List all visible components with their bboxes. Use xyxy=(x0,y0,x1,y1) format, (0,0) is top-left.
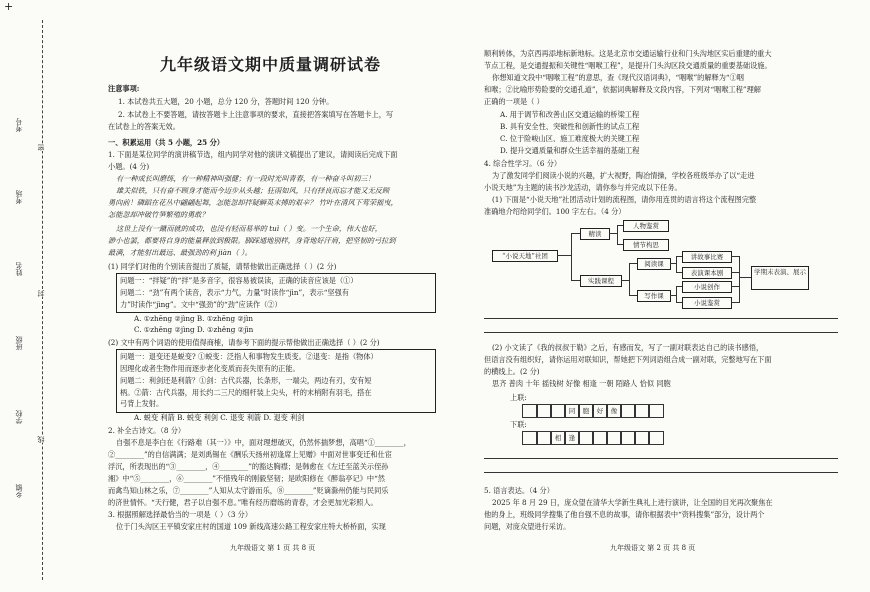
notice-heading: 注意事项: xyxy=(108,84,140,93)
footer-right: 九年级语文 第 2 页 共 8 页 xyxy=(610,544,696,552)
q5-line-b: 他的身上，班级同学搜集了他自强不息的故事，请你根据表中“资料搜集”部分，设计两个 xyxy=(484,510,765,519)
q2-line-f: 的济世情怀。“天行健，君子以自强不息。”唯有经历磨练的青春，才会更加光彩照人。 xyxy=(108,498,378,507)
q4-line-a: 为了激发同学们阅读小说的兴趣，扩大视野，陶冶情操，学校各班级举办了以“走进 xyxy=(492,171,755,180)
q4-heading: 4. 综合性学习。（6 分） xyxy=(484,159,562,168)
option-a: A. 用于调节和改善山区交通运输的桥梁工程 xyxy=(500,110,640,119)
answer-line-4 xyxy=(484,472,838,473)
flow-node-shijian: 实践课程 xyxy=(580,275,622,287)
q2-heading: 2. 补全古诗文。（8 分） xyxy=(108,426,186,435)
label-banji: 班级 xyxy=(15,336,23,350)
q2-line-c: 浮沉，所表现出的“③________，④________”的豁达胸襟；是韩愈在《左迁至蓝关示侄孙 xyxy=(108,462,389,471)
flow-node-jingdu: 精读 xyxy=(580,228,610,240)
upper-cell[interactable]: 像 xyxy=(606,404,622,418)
box1-line2: 问题二：“劲”有两个读音，表示“力气，力量”时读作“jìn”，表示“坚强有 xyxy=(120,288,349,297)
lower-cell[interactable]: 相 xyxy=(550,431,566,445)
notice-item-2b: 在试卷上的答案无效。 xyxy=(108,122,180,131)
flow-node-qingjie: 情节构思 xyxy=(623,239,669,251)
q2-line-a: 自强不息是李白在《行路难（其一）》中，面对理想破灭，仍然怀揣梦想，高唱“①________， xyxy=(116,438,411,447)
speech-p3c: 最满，才能射出最远、最强劲的利 jiàn（ ）。 xyxy=(108,248,252,257)
box2-line4: 柄。②箭：古代兵器，用长约二三尺的细杆装上尖头，杆的末梢附有羽毛，搭在 xyxy=(120,388,372,397)
q2-line-e: 而禽鸟知山林之乐，⑦________”人知从太守游而乐，⑧________”贬谪滁州仍能与民同乐 xyxy=(108,486,389,495)
q4-line-b: 小说天地”为主题的读书沙龙活动，请你参与并完成以下任务。 xyxy=(484,183,682,192)
q5-line-c: 问题，对庞众望进行采访。 xyxy=(484,522,571,531)
right-r2: 节点工程，是交通提振和关键性“咽喉工程”，是提升门头沟区段交通质量的重要基础设施。 xyxy=(484,61,772,70)
label-xingming: 姓名 xyxy=(15,262,23,276)
label-xuexiao: 学校 xyxy=(15,410,23,424)
subq1: (1) 同学们对他的个别读音提出了质疑，请帮他做出正确选择（ ）(2 分) xyxy=(108,262,337,271)
q1-line-a: 1. 下面是某位同学的演讲稿节选，组内同学对他的演讲文稿提出了建议，请阅读后完成下面 xyxy=(108,150,398,159)
q2-line-d: 湘》中“⑤________，⑥________”不惜残年的刚毅坚韧；是欧阳修在《醉翁亭记》中“然 xyxy=(108,474,385,483)
flow-node-jianshang: 小说鉴赏 xyxy=(682,297,732,309)
seal-line xyxy=(42,20,43,580)
box2-line5: 弓背上发射。 xyxy=(120,399,164,408)
answer-line-1 xyxy=(484,318,838,319)
speech-p2b: 勇向前！磷蹈在花丛中翩翩起舞，怎能忽却拌疑瞬英末搏的艰辛？ 竹叶在清风下莺荣摇曳， xyxy=(108,198,398,207)
q2-line-b: ②________”的自信满满；是刘禹锡在《酬乐天扬州初逢席上见赠》中面对世事变迁和仕宦 xyxy=(108,450,392,459)
label-kaochang: 考场 xyxy=(15,190,23,204)
upper-couplet-label: 上联: xyxy=(510,393,527,402)
flow-node-end: 学期末表演、展示 xyxy=(751,266,809,290)
flow-node-renwu: 人物鉴赏 xyxy=(623,220,669,232)
notice-item-2a: 2. 本试卷上不要答题，请按答题卡上注意事项的要求，直接把答案填写在答题卡上，写 xyxy=(118,110,394,119)
lower-couplet-label: 下联: xyxy=(510,420,527,429)
subq2-options: A. 蜕变 利箭 B. 蜕变 利剑 C. 退变 利箭 D. 退变 利剑 xyxy=(134,413,305,422)
crosshair-icon: + xyxy=(4,0,14,13)
box2-line1: 问题一：退变还是蜕变? ①蜕变：泛指人和事物发生质变。②退变：是指（物体） xyxy=(120,352,378,361)
q4-line-d: 准确地介绍给同学们。100 字左右。（4 分） xyxy=(484,207,626,216)
option-c: C. 位于险峻山区、施工难度极大的关键工程 xyxy=(500,134,640,143)
q4-sub2-line-c: 的横线上。(2 分) xyxy=(484,367,540,376)
option-b: B. 具有安全性、突破性和创新性的试点工程 xyxy=(500,122,640,131)
footer-left: 九年级语文 第 1 页 共 8 页 xyxy=(230,544,316,552)
speech-p2c: 怎能忽却冲破竹笋繁殖的勇敢？ xyxy=(108,210,209,219)
upper-cell[interactable]: 同 xyxy=(564,404,580,418)
box2-line2: 因理化或者生物作用而逐步老化变质而丧失原有的正能。 xyxy=(120,364,300,373)
label-xiangzhen: 乡镇 xyxy=(15,484,23,498)
right-r1: 顺利转体，为京西再添地标新地标。这是北京市交通运输行业和门头沟地区实后重建的重大 xyxy=(484,49,772,58)
speech-p3b: 渺小也罢，都要将自身的能量释放到极限。脚踩通地别样，身背地好汗肩，把坚韧的弓拉到 xyxy=(108,236,396,245)
upper-cell[interactable] xyxy=(648,404,664,418)
seal-char-xian: 线 xyxy=(37,436,45,443)
flow-node-jiangshu: 讲故事比赛 xyxy=(682,251,732,263)
flowchart xyxy=(484,220,844,310)
upper-cell[interactable]: 胞 xyxy=(578,404,594,418)
upper-cell[interactable]: 好 xyxy=(592,404,608,418)
subq1-options-cd: C. ①zhěng ②jìng D. ①zhěng ②jìn xyxy=(134,325,254,334)
answer-line-2 xyxy=(484,332,838,333)
box2-line3: 问题二：利剑还是利箭？①剑：古代兵器，长条形，一端尖，两边有刃，安有短 xyxy=(120,376,372,385)
couplet-words: 思齐 普肉 十年 摇钱树 好像 相逢 一朝 陌路人 恰似 同胞 xyxy=(492,379,671,388)
right-r3: 你想知道文段中“咽喉工程”的意思，查《现代汉语词典》，“咽喉”的解释为“①咽 xyxy=(492,73,744,82)
q5-heading: 5. 语言表达。（4 分） xyxy=(484,486,554,495)
lower-cell[interactable]: 逢 xyxy=(564,431,580,445)
lower-cell[interactable] xyxy=(648,431,664,445)
q4-sub2-line-b: 但语言没有组织好，请你运用对联知识，帮她把下列词语组合成一副对联，完整地写在下面 xyxy=(484,355,772,364)
subq1-options-ab: A. ①zhēng ②jìng B. ①zhēng ②jìn xyxy=(134,314,253,323)
speech-p2a: 雄关似铁，只有奋不顾身才能而今迈步从头越；狂雨如风，只有择良而忘才能又无反顾 xyxy=(116,186,390,195)
page-title: 九年级语文期中质量调研试卷 xyxy=(160,55,382,74)
answer-line-3 xyxy=(484,458,838,459)
seal-char-mi: 密 xyxy=(37,144,45,151)
section1-heading: 一、积累运用（共 5 小题，25 分） xyxy=(108,138,224,147)
notice-item-1: 1. 本试卷共五大题，20 小题，总分 120 分，答题时间 120 分钟。 xyxy=(118,97,334,106)
flow-node-xiezuo: 写作课 xyxy=(637,290,671,302)
subq2: (2) 文中有两个词语的使用值得商榷，请参考下面的提示帮他做出正确选择（ ）(2 分) xyxy=(108,338,380,347)
flow-node-biaoyan: 表演课本剧 xyxy=(682,267,732,279)
q3-heading: 3. 根据照解选择最恰当的一项是（ ）（3 分） xyxy=(108,510,253,519)
box1-line3: 力”时读作“jìng”。文中“强劲”的“劲”应读作（②） xyxy=(120,300,282,309)
label-kaohao: 考号 xyxy=(15,118,23,132)
q1-line-b: 小题。(4 分) xyxy=(108,162,150,171)
q4-sub2-line-a: (2) 小文读了《我的叔叔于勒》之后，有感而发，写了一副对联表达自己的读书感悟， xyxy=(492,343,764,352)
seal-char-feng: 封 xyxy=(37,290,45,297)
q4-line-c: (1) 下面是“小说天地”社团活动计划的流程图，请你用连贯的语言将这个流程图完整 xyxy=(492,195,757,204)
speech-poem: 有一种成长叫磨练，有一种精神叫强健；有一段时光叫青春，有一种奋斗叫初三！ xyxy=(116,174,375,183)
q3-line-a: 位于门头沟区王平镇安家庄村的国道 109 新线高速公路工程安家庄特大桥桥面，实现 xyxy=(116,522,386,531)
speech-p3a: 这世上没有一蹴而就的成功，也没有轻而易举的 tuì（ ）变。一个生命，伟大也好， xyxy=(116,224,382,233)
option-d: D. 提升交通质量和群众生活幸福的基础工程 xyxy=(500,146,640,155)
q5-line-a: 2025 年 8 月 29 日，庞众望在清华大学新生典礼上进行演讲，让全国的目光再次聚焦在 xyxy=(492,498,773,507)
flow-node-yuedu: 阅读课 xyxy=(637,258,671,270)
flow-node-root: “小说天地”社团 xyxy=(492,250,558,262)
right-r4: 和喉；②比喻形势险要的交通孔道”，依据词典解释及文段内容，下列对“咽喉工程”理解 xyxy=(484,85,761,94)
flow-node-chuangzuo: 小说创作 xyxy=(682,281,732,293)
box1-line1: 问题一：“拌疑”的“拌”是多音字，很容易被误读，正确的读音应该是（①） xyxy=(120,276,358,285)
right-r5: 正确的一项是（ ） xyxy=(484,97,544,106)
